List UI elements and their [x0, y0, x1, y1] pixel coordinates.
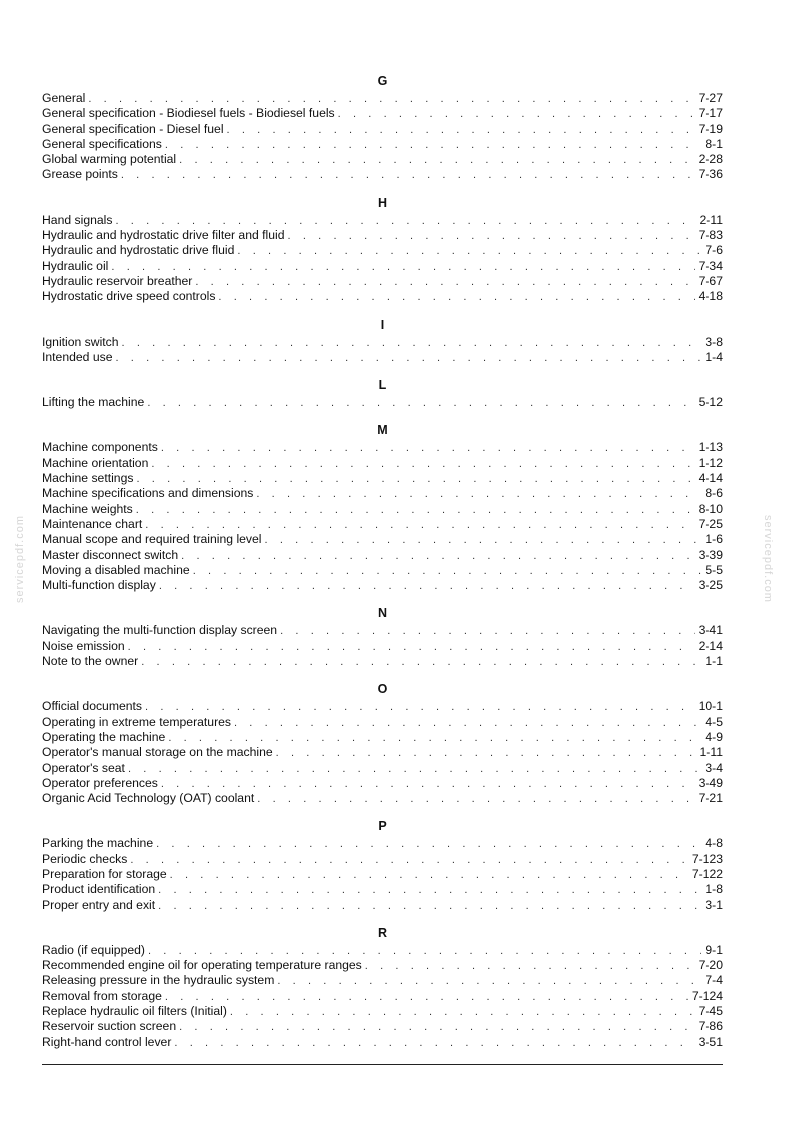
entry-title: Grease points [42, 167, 118, 182]
dot-leader [158, 883, 701, 898]
dot-leader [193, 564, 702, 579]
entry-title: Operator preferences [42, 775, 158, 790]
index-entry [42, 623, 723, 638]
entry-title: Global warming potential [42, 152, 177, 167]
entry-title: General specification - Diesel fuel [42, 121, 224, 136]
index-entry [42, 745, 723, 760]
index-section-n [42, 605, 723, 669]
entry-page-number: 1-13 [698, 440, 723, 455]
entry-page-number: 7-34 [698, 258, 723, 273]
section-letter: M [377, 423, 388, 438]
entry-title: Hydraulic and hydrostatic drive fluid [42, 243, 235, 258]
index-section-o [42, 681, 723, 806]
index-section-g [42, 73, 723, 183]
dot-leader [179, 153, 694, 168]
entry-title: Lifting the machine [42, 395, 145, 410]
entry-title: Manual scope and required training level [42, 532, 262, 547]
entry-title: Operator's manual storage on the machine [42, 745, 273, 760]
dot-leader [161, 441, 695, 456]
index-entry [42, 867, 723, 882]
index-entry [42, 243, 723, 258]
entry-page-number: 8-1 [705, 136, 723, 151]
footer-rule [42, 1064, 723, 1065]
dot-leader [174, 1036, 694, 1051]
dot-leader [136, 472, 694, 487]
entry-page-number: 9-1 [705, 942, 723, 957]
index-entry [42, 715, 723, 730]
dot-leader [234, 716, 701, 731]
entry-page-number: 4-14 [698, 471, 723, 486]
index-entry [42, 137, 723, 152]
dot-leader [280, 624, 695, 639]
entry-title: Right-hand control lever [42, 1034, 172, 1049]
entry-page-number: 7-45 [698, 1004, 723, 1019]
entry-page-number: 7-86 [698, 1019, 723, 1034]
index-entry [42, 1004, 723, 1019]
entry-title: General specifications [42, 136, 162, 151]
entry-title: Periodic checks [42, 851, 128, 866]
dot-leader [277, 974, 701, 989]
entry-title: Machine settings [42, 471, 134, 486]
entry-page-number: 7-67 [698, 273, 723, 288]
entry-page-number: 4-9 [705, 729, 723, 744]
dot-leader [218, 290, 694, 305]
entry-page-number: 3-8 [705, 334, 723, 349]
entry-page-number: 3-1 [705, 897, 723, 912]
section-letter: L [378, 378, 387, 393]
dot-leader [338, 107, 695, 122]
dot-leader [276, 746, 696, 761]
entry-title: Organic Acid Technology (OAT) coolant [42, 791, 255, 806]
entry-title: Machine orientation [42, 455, 149, 470]
index-entry [42, 152, 723, 167]
entry-page-number: 7-83 [698, 228, 723, 243]
dot-leader [181, 549, 694, 564]
index-entry [42, 852, 723, 867]
entry-page-number: 7-6 [705, 243, 723, 258]
index-entry [42, 761, 723, 776]
section-letter: P [378, 819, 387, 834]
dot-leader [158, 899, 701, 914]
section-letter: G [377, 74, 388, 88]
index-entry [42, 548, 723, 563]
dot-leader [115, 351, 701, 366]
entry-title: General [42, 91, 86, 105]
dot-leader [237, 244, 701, 259]
dot-leader [145, 700, 695, 715]
entry-page-number: 2-14 [698, 638, 723, 653]
entry-page-number: 10-1 [698, 699, 723, 714]
dot-leader [168, 731, 701, 746]
index-entry [42, 1019, 723, 1034]
dot-leader [141, 655, 701, 670]
dot-leader [88, 92, 694, 107]
dot-leader [147, 396, 694, 411]
entry-title: Recommended engine oil for operating temperature ranges [42, 958, 362, 973]
dot-leader [148, 944, 701, 959]
dot-leader [257, 792, 694, 807]
entry-page-number: 8-10 [698, 501, 723, 516]
index-entry [42, 776, 723, 791]
dot-leader [122, 336, 702, 351]
index-entry [42, 973, 723, 988]
dot-leader [128, 762, 701, 777]
entry-page-number: 1-12 [698, 455, 723, 470]
dot-leader [288, 229, 695, 244]
dot-leader [265, 533, 702, 548]
entry-page-number: 3-25 [698, 578, 723, 593]
entry-page-number: 1-6 [705, 532, 723, 547]
dot-leader [165, 990, 688, 1005]
entry-title: Product identification [42, 882, 156, 897]
entry-page-number: 5-12 [698, 395, 723, 410]
dot-leader [161, 777, 695, 792]
entry-title: Removal from storage [42, 988, 162, 1003]
entry-page-number: 3-41 [698, 623, 723, 638]
entry-title: Official documents [42, 699, 143, 714]
entry-page-number: 3-39 [698, 547, 723, 562]
index-section-p [42, 818, 723, 912]
section-letter: N [377, 606, 388, 621]
entry-page-number: 3-4 [705, 760, 723, 775]
entry-title: Operator's seat [42, 760, 125, 775]
entry-title: Hydraulic oil [42, 258, 109, 273]
entry-page-number: 3-51 [698, 1034, 723, 1049]
index-entry [42, 898, 723, 913]
index-entry [42, 578, 723, 593]
index-entry [42, 106, 723, 121]
index-entry [42, 471, 723, 486]
entry-page-number: 7-21 [698, 791, 723, 806]
dot-leader [256, 487, 701, 502]
dot-leader [130, 853, 687, 868]
entry-page-number: 1-11 [699, 745, 723, 760]
dot-leader [170, 868, 688, 883]
watermark-left: servicepdf.com [14, 515, 26, 603]
index-entry [42, 836, 723, 851]
index-section-h [42, 195, 723, 305]
index-entry [42, 213, 723, 228]
index-entry [42, 350, 723, 365]
entry-title: Master disconnect switch [42, 547, 179, 562]
entry-title: Navigating the multi-function display screen [42, 623, 278, 638]
entry-title: Multi-function display [42, 578, 156, 593]
entry-title: Noise emission [42, 638, 125, 653]
index-entry [42, 440, 723, 455]
index-entry [42, 502, 723, 517]
entry-title: Ignition switch [42, 334, 119, 349]
entry-page-number: 8-6 [705, 486, 723, 501]
index-entry [42, 1035, 723, 1050]
section-letter: O [377, 682, 388, 697]
index-entry [42, 274, 723, 289]
entry-title: Machine components [42, 440, 158, 455]
entry-title: Hand signals [42, 212, 113, 227]
entry-title: Reservoir suction screen [42, 1019, 177, 1034]
entry-page-number: 7-122 [691, 866, 723, 881]
index-entry [42, 456, 723, 471]
dot-leader [230, 1005, 695, 1020]
entry-title: Machine weights [42, 501, 133, 516]
entry-page-number: 4-8 [705, 836, 723, 851]
dot-leader [111, 260, 694, 275]
entry-title: Note to the owner [42, 654, 139, 669]
dot-leader [365, 959, 695, 974]
entry-title: Parking the machine [42, 836, 154, 851]
index-section-r [42, 925, 723, 1050]
dot-leader [145, 518, 694, 533]
index-entry [42, 958, 723, 973]
section-letter: H [377, 195, 388, 210]
entry-page-number: 7-4 [705, 973, 723, 988]
entry-page-number: 7-20 [698, 958, 723, 973]
index-list [42, 73, 723, 1062]
index-entry [42, 532, 723, 547]
section-letter: I [380, 317, 385, 332]
index-entry [42, 699, 723, 714]
entry-page-number: 7-124 [691, 988, 723, 1003]
entry-page-number: 1-4 [705, 349, 723, 364]
dot-leader [121, 168, 695, 183]
index-entry [42, 730, 723, 745]
entry-title: Operating the machine [42, 729, 166, 744]
watermark-right: servicepdf.com [762, 515, 774, 603]
entry-page-number: 7-25 [698, 516, 723, 531]
entry-page-number: 4-18 [698, 289, 723, 304]
dot-leader [128, 640, 695, 655]
entry-page-number: 1-8 [705, 882, 723, 897]
dot-leader [115, 214, 695, 229]
index-entry [42, 989, 723, 1004]
index-entry [42, 943, 723, 958]
section-letter: R [377, 925, 388, 940]
dot-leader [195, 275, 694, 290]
entry-page-number: 7-17 [698, 106, 723, 121]
index-entry [42, 791, 723, 806]
entry-title: Moving a disabled machine [42, 562, 190, 577]
entry-title: Machine specifications and dimensions [42, 486, 254, 501]
entry-title: Intended use [42, 349, 113, 364]
entry-page-number: 3-49 [698, 775, 723, 790]
entry-page-number: 7-19 [698, 121, 723, 136]
index-entry [42, 335, 723, 350]
index-section-m [42, 422, 723, 593]
index-entry [42, 882, 723, 897]
entry-title: Hydraulic and hydrostatic drive filter and fluid [42, 228, 285, 243]
index-section-i [42, 317, 723, 366]
entry-title: Releasing pressure in the hydraulic system [42, 973, 275, 988]
entry-title: Replace hydraulic oil filters (Initial) [42, 1004, 227, 1019]
entry-page-number: 5-5 [705, 562, 723, 577]
entry-title: Preparation for storage [42, 866, 167, 881]
entry-page-number: 7-36 [698, 167, 723, 182]
index-entry [42, 167, 723, 182]
entry-page-number: 4-5 [705, 714, 723, 729]
index-entry [42, 563, 723, 578]
entry-page-number: 2-11 [699, 212, 723, 227]
dot-leader [136, 503, 695, 518]
entry-page-number: 7-123 [691, 851, 723, 866]
dot-leader [156, 837, 701, 852]
dot-leader [227, 123, 695, 138]
index-section-l [42, 377, 723, 410]
index-entry [42, 228, 723, 243]
entry-title: Radio (if equipped) [42, 942, 145, 957]
index-entry [42, 289, 723, 304]
index-entry [42, 395, 723, 410]
dot-leader [179, 1020, 694, 1035]
entry-title: Operating in extreme temperatures [42, 714, 231, 729]
index-entry [42, 122, 723, 137]
entry-title: Proper entry and exit [42, 897, 156, 912]
index-entry [42, 259, 723, 274]
entry-title: Hydrostatic drive speed controls [42, 289, 216, 304]
index-entry [42, 654, 723, 669]
index-entry [42, 639, 723, 654]
index-entry [42, 486, 723, 501]
entry-page-number: 2-28 [698, 152, 723, 167]
index-entry [42, 91, 723, 106]
index-entry [42, 517, 723, 532]
dot-leader [159, 579, 695, 594]
dot-leader [151, 457, 694, 472]
entry-title: Maintenance chart [42, 516, 143, 531]
entry-title: Hydraulic reservoir breather [42, 273, 193, 288]
entry-page-number: 1-1 [705, 654, 723, 669]
entry-title: General specification - Biodiesel fuels - Biodiesel fuels [42, 106, 335, 121]
dot-leader [165, 138, 701, 153]
entry-page-number: 7-27 [698, 91, 723, 105]
